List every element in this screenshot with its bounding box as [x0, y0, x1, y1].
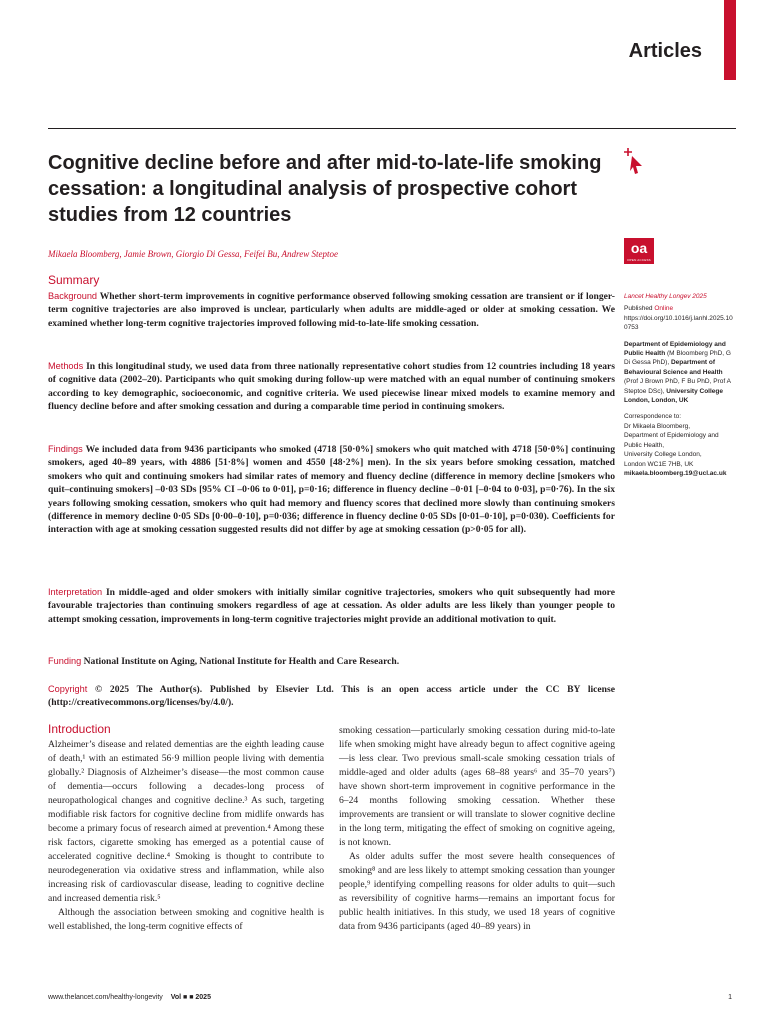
body-column-right [339, 724, 615, 934]
abstract-methods [48, 360, 615, 414]
correspondence-address-2: University College London, [624, 451, 702, 459]
abstract-label-copyright: Copyright [48, 684, 88, 694]
abstract-label-findings: Findings [48, 444, 83, 454]
oa-badge-subtext: OPEN ACCESS [627, 258, 651, 262]
correspondence-address-3: London WC1E 7HB, UK [624, 460, 694, 468]
affiliation-dept-behavioural: Department of Behavioural Science and Health [624, 359, 723, 376]
abstract-text-findings: We included data from 9436 participants who smoked (4718 [50·0%] smokers who quit matched with 4718 [50·0%] continuing smokers, aged 40–89 years, with 4886 [51·8%] women and 4550 [48·2%] men). In the six years before smoking cessation, matched smokers who quit and continuing smokers had similar rates of memory and fluency decline (difference in memory decline [smokers who quit–continuing smokers] –0·03 SDs [95% CI –0·06 to 0·01], p=0·16; difference in fluency decline –0·01 [–0·04 to 0·03], p=0·76). In the six years following smoking cessation, smokers who quit had memory and fluency scores that declined more slowly than continuing smokers (difference in memory decline 0·05 SDs [0·00–0·10], p=0·036; difference in fluency decline 0·05 SDs [0·01–0·10], p=0·030). Coefficients for interaction with age at smoking cessation suggested results did not differ by age at smoking cessation (p>0·05 for all). [48, 444, 615, 536]
intro-paragraph-4: As older adults suffer the most severe health consequences of smoking⁸ and are less likely to attempt smoking cessation than younger people,⁹ identifying compelling reasons for older adults to quit—such as reversibility of cognitive harms—remains an important focus for public health initiatives. In this study, we used 18 years of cognitive data from 9436 participants (aged 40–89 years) in [339, 851, 615, 932]
summary-heading: Summary [48, 273, 100, 287]
abstract-background [48, 290, 615, 330]
online-link[interactable]: Online [654, 305, 674, 313]
affiliation-university: University College London, London, UK [624, 387, 723, 405]
page-number: 1 [728, 994, 732, 1001]
section-color-bar [724, 0, 736, 80]
oa-badge-text: oa [630, 240, 648, 256]
correspondence-address-1: Department of Epidemiology and Public Health, [624, 432, 719, 449]
intro-paragraph-2: Although the association between smoking and cognitive health is well established, the long-term cognitive effects of [48, 907, 324, 932]
header-rule [48, 128, 736, 129]
abstract-text-funding: National Institute on Aging, National Institute for Health and Care Research. [83, 656, 400, 667]
journal-citation: Lancet Healthy Longev 2025 [624, 293, 707, 300]
footer-url[interactable]: www.thelancet.com/healthy-longevity [48, 994, 163, 1001]
published-line [624, 304, 736, 313]
abstract-text-methods: In this longitudinal study, we used data from three nationally representative cohort studies from 12 countries including 18 years of cognitive data (2002–20). Participants who quit smoking during follow-up were matched with an equal number of continuing smokers according to key demographic, socioeconomic, and cognitive criteria. We used piecewise linear mixed models to examine memory and fluency decline before and after smoking cessation and during a comparable time period in continuing smokers. [48, 361, 616, 413]
abstract-label-funding: Funding [48, 656, 82, 666]
correspondence [624, 412, 736, 478]
affiliation-authors-1: (M Bloomberg PhD, G Di Gessa PhD), [624, 350, 731, 367]
abstract-findings [48, 443, 615, 537]
doi-link[interactable]: https://doi.org/10.1016/j.lanhl.2025.100753 [624, 314, 733, 332]
footer-left [48, 994, 211, 1001]
intro-paragraph-3: smoking cessation—particularly smoking cessation during mid-to-late life when smoking might have already begun to affect cognitive ageing—is less clear. Two previous small-scale smoking cessation trials of middle-aged and older adults (ages 68–88 years⁶ and 35–70 years⁷) have shown short-term improvement in cognitive performance in the 6–24 months following smoking cessation. Whether these improvements are transient or will translate to slower cognitive decline in the long term, mitigating the effect of smoking on cognitive ageing, is not known. [339, 725, 615, 848]
correspondence-email[interactable]: mikaela.bloomberg.19@ucl.ac.uk [624, 469, 727, 477]
abstract-copyright [48, 683, 615, 710]
abstract-label-background: Background [48, 291, 98, 301]
correspondence-name: Dr Mikaela Bloomberg, [624, 422, 691, 430]
author-list: Mikaela Bloomberg, Jamie Brown, Giorgio Di Gessa, Feifei Bu, Andrew Steptoe [48, 249, 338, 259]
abstract-text-interpretation: In middle-aged and older smokers with initially similar cognitive trajectories, smokers who quit subsequently had more favourable trajectories than continuing smokers regardless of age at cessation. As older adults are less likely than younger people to attempt smoking cessation, improvements in long-term cognitive trajectories might provide an additional motivation to quit. [48, 587, 615, 625]
correspondence-label: Correspondence to: [624, 413, 682, 421]
affiliation-authors-2: (Prof J Brown PhD, F Bu PhD, Prof A Steptoe DSc), [624, 378, 731, 395]
article-title: Cognitive decline before and after mid-to-late-life smoking cessation: a longitudinal analysis of prospective cohort studies from 12 countries [48, 152, 602, 226]
introduction-heading: Introduction [48, 722, 111, 736]
abstract-interpretation [48, 586, 615, 626]
abstract-funding [48, 655, 615, 668]
affiliation-dept-epidemiology: Department of Epidemiology and Public Health [624, 340, 726, 358]
abstract-label-methods: Methods [48, 361, 84, 371]
crossmark-icon[interactable] [622, 146, 644, 176]
body-column-left [48, 738, 324, 934]
intro-paragraph-1: Alzheimer’s disease and related dementias are the eighth leading cause of death,¹ with an estimated 56·9 million people living with dementia globally.² Diagnosis of Alzheimer’s disease—the most common cause of dementia—occurs following a decades-long process of neuropathological changes and cognitive decline.³ As such, targeting modifiable risk factors for cognitive decline from midlife onwards has become a primary focus of research aimed at prevention.⁴ Among these risk factors, cigarette smoking has emerged as a potential cause of accelerated cognitive decline.⁴ Smoking is thought to contribute to neurodegeneration via oxidative stress and inflammation, while also increasing risk of cardiovascular disease, leading to cognitive decline and increased dementia risk.⁵ [48, 739, 324, 904]
open-access-badge [624, 238, 654, 264]
abstract-label-interpretation: Interpretation [48, 587, 103, 597]
section-heading: Articles [628, 40, 702, 62]
abstract-text-background: Whether short-term improvements in cognitive performance observed following smoking cessation are transient or if longer-term cognitive trajectories are also improved is unclear, particularly when adults are middle-aged or older at smoking cessation. We examined whether long-term cognitive trajectories improved following mid-to-late-life smoking cessation. [48, 291, 615, 329]
article-meta-sidebar [624, 292, 736, 478]
abstract-text-copyright: © 2025 The Author(s). Published by Elsevier Ltd. This is an open access article under the CC BY license (http://creativecommons.org/licenses/by/4.0/). [48, 684, 615, 709]
published-label: Published [624, 305, 655, 313]
affiliations [624, 340, 736, 406]
footer-volume: Vol ■ ■ 2025 [170, 994, 211, 1001]
